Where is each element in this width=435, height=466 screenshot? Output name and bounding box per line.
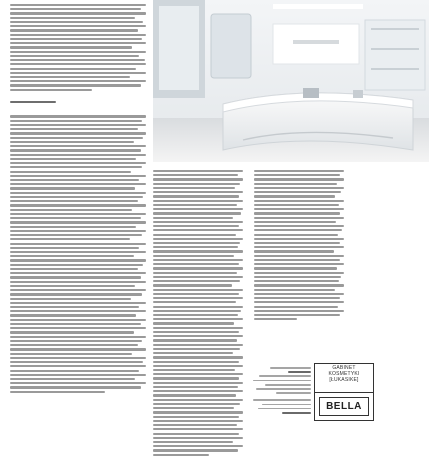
paragraph bbox=[153, 170, 243, 456]
logo-caption bbox=[253, 367, 311, 416]
salon-reception-photo bbox=[153, 0, 429, 162]
salon-reception-illustration bbox=[153, 0, 429, 162]
logo-line-1: GABINET bbox=[332, 365, 356, 371]
section-label bbox=[10, 101, 56, 104]
logo-line-2: KOSMETYKI bbox=[328, 371, 360, 377]
left-text-column bbox=[10, 4, 146, 403]
middle-text-column bbox=[153, 170, 243, 466]
gabinet-bella-logo bbox=[314, 363, 374, 421]
right-text-column bbox=[254, 170, 344, 330]
paragraph bbox=[10, 115, 146, 392]
paragraph bbox=[10, 4, 146, 91]
logo-top-text bbox=[315, 364, 373, 393]
logo-brand: BELLA bbox=[319, 397, 369, 416]
logo-line-3: [ŁUKASIKE] bbox=[329, 377, 359, 383]
paragraph bbox=[254, 170, 344, 320]
